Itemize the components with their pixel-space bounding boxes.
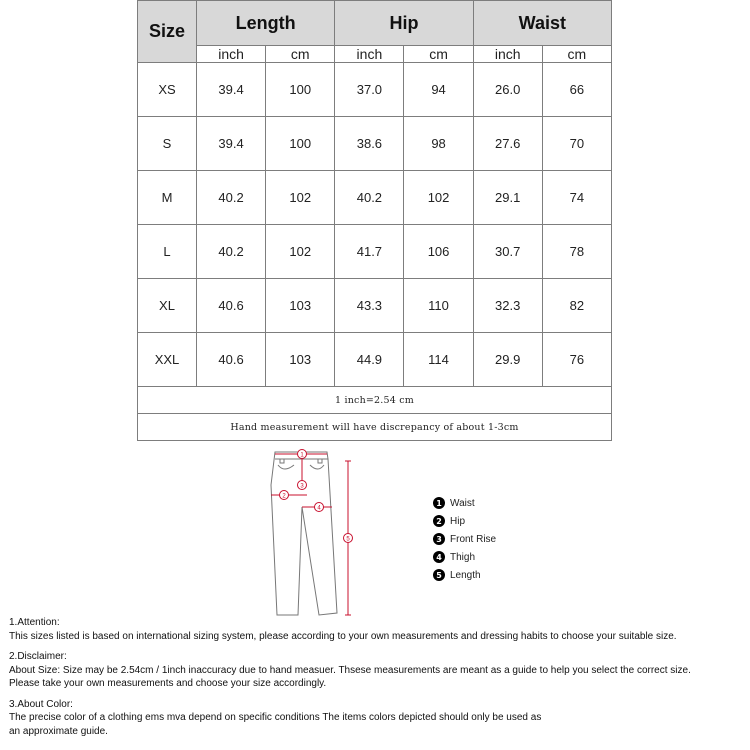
measurement-row [138, 414, 612, 441]
legend-item-hip [433, 512, 496, 530]
legend-label: Hip [450, 515, 466, 527]
measurement-note: Hand measurement will have discrepancy of about 1-3cm [138, 414, 612, 441]
table-cell: 102 [404, 171, 473, 225]
table-cell: 37.0 [335, 63, 404, 117]
table-cell: 40.6 [197, 279, 266, 333]
table-cell: 106 [404, 225, 473, 279]
measure-marker-1 [298, 450, 307, 459]
table-row [138, 333, 612, 387]
attention-text: This sizes listed is based on international sizing system, please according to your own measurements and dressing habits to choose your suitable size. [9, 630, 677, 642]
table-cell: 100 [266, 117, 335, 171]
table-cell: 29.1 [473, 171, 542, 225]
legend-label: Thigh [450, 551, 476, 563]
legend-number-icon: 3 [433, 533, 445, 545]
marker-label: 2 [282, 493, 286, 500]
table-cell: 40.2 [197, 171, 266, 225]
table-cell: 76 [542, 333, 611, 387]
table-cell: 27.6 [473, 117, 542, 171]
size-label: XS [138, 63, 197, 117]
header-size: Size [138, 1, 197, 63]
marker-label: 1 [300, 452, 304, 459]
table-row [138, 279, 612, 333]
disclaimer-text-line2: Please take your own measurements and choose your size accordingly. [9, 678, 327, 689]
color-title: 3.About Color: [9, 698, 73, 710]
table-cell: 98 [404, 117, 473, 171]
table-row [138, 63, 612, 117]
unit-cell: cm [266, 46, 335, 63]
unit-cell: inch [197, 46, 266, 63]
table-row [138, 225, 612, 279]
table-cell: 103 [266, 279, 335, 333]
table-cell: 38.6 [335, 117, 404, 171]
unit-cell: cm [404, 46, 473, 63]
legend-number-icon: 2 [433, 515, 445, 527]
diagram-legend [433, 494, 496, 584]
header-hip: Hip [335, 1, 473, 46]
units-row [138, 46, 612, 63]
table-cell: 40.6 [197, 333, 266, 387]
attention-note [9, 616, 749, 643]
color-note [9, 698, 749, 739]
table-cell: 74 [542, 171, 611, 225]
table-row [138, 171, 612, 225]
table-cell: 39.4 [197, 63, 266, 117]
table-cell: 110 [404, 279, 473, 333]
unit-cell: inch [335, 46, 404, 63]
legend-label: Front Rise [450, 533, 497, 545]
size-label: L [138, 225, 197, 279]
table-cell: 102 [266, 171, 335, 225]
disclaimer-text-line1: About Size: Size may be 2.54cm / 1inch inaccuracy due to hand measuer. Thsese measurements are meant as a guide to help you select the correct size. [9, 664, 691, 676]
table-cell: 39.4 [197, 117, 266, 171]
table-cell: 94 [404, 63, 473, 117]
table-cell: 100 [266, 63, 335, 117]
size-label: XXL [138, 333, 197, 387]
table-cell: 82 [542, 279, 611, 333]
table-cell: 30.7 [473, 225, 542, 279]
table-cell: 41.7 [335, 225, 404, 279]
attention-title: 1.Attention: [9, 617, 60, 628]
table-cell: 102 [266, 225, 335, 279]
marker-label: 4 [317, 505, 321, 512]
table-cell: 32.3 [473, 279, 542, 333]
legend-item-waist [433, 494, 496, 512]
table-cell: 70 [542, 117, 611, 171]
pants-diagram [262, 445, 372, 625]
unit-cell: cm [542, 46, 611, 63]
size-label: M [138, 171, 197, 225]
unit-cell: inch [473, 46, 542, 63]
table-cell: 44.9 [335, 333, 404, 387]
notes-section [9, 616, 749, 745]
size-label: XL [138, 279, 197, 333]
measure-marker-4 [315, 503, 324, 512]
marker-label: 3 [300, 483, 304, 490]
measure-marker-3 [298, 481, 307, 490]
legend-item-length [433, 566, 496, 584]
legend-label: Length [450, 569, 481, 581]
header-length: Length [197, 1, 335, 46]
measure-marker-5 [344, 534, 353, 543]
size-chart-table [137, 0, 612, 441]
table-cell: 66 [542, 63, 611, 117]
table-cell: 40.2 [335, 171, 404, 225]
marker-label: 5 [346, 536, 350, 543]
table-cell: 40.2 [197, 225, 266, 279]
measure-lines [271, 454, 351, 615]
color-text-line1: The precise color of a clothing ems mva depend on specific conditions The items colors depicted should only be used as [9, 712, 542, 723]
legend-number-icon: 4 [433, 551, 445, 563]
table-cell: 43.3 [335, 279, 404, 333]
conversion-row [138, 387, 612, 414]
legend-label: Waist [450, 497, 475, 509]
legend-item-front-rise [433, 530, 496, 548]
legend-item-thigh [433, 548, 496, 566]
table-cell: 29.9 [473, 333, 542, 387]
pants-outline [271, 452, 337, 615]
color-text-line2: an approximate guide. [9, 725, 108, 737]
legend-number-icon: 1 [433, 497, 445, 509]
size-label: S [138, 117, 197, 171]
table-cell: 78 [542, 225, 611, 279]
table-cell: 103 [266, 333, 335, 387]
disclaimer-title: 2.Disclaimer: [9, 651, 67, 662]
header-waist: Waist [473, 1, 611, 46]
table-cell: 26.0 [473, 63, 542, 117]
conversion-note: 1 inch=2.54 cm [138, 387, 612, 414]
measure-marker-2 [280, 491, 289, 500]
table-row [138, 117, 612, 171]
disclaimer-note [9, 650, 749, 691]
header-row [138, 1, 612, 46]
legend-number-icon: 5 [433, 569, 445, 581]
table-cell: 114 [404, 333, 473, 387]
